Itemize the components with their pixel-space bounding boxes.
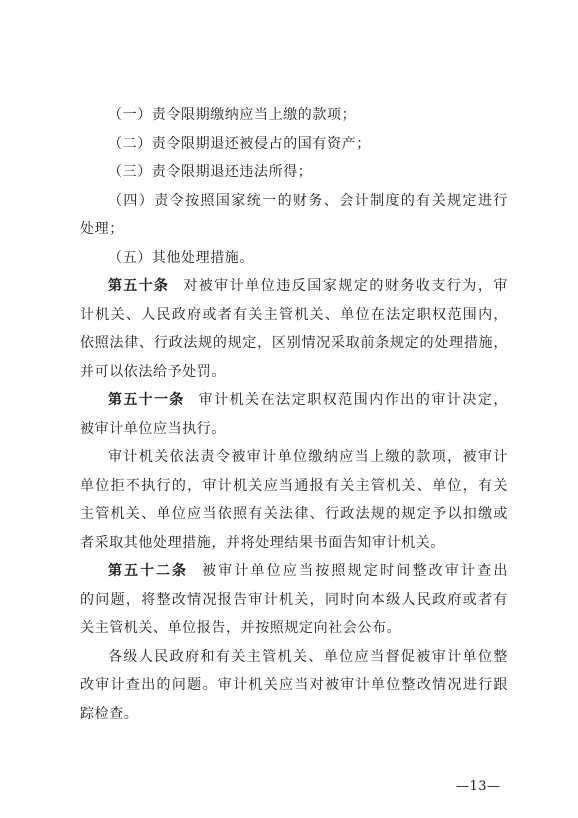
article-52-para2-line-2: 改审计查出的问题。审计机关应当对被审计单位整改情况进行跟 — [80, 677, 508, 693]
article-51-text-1: 审计机关在法定职权范围内作出的审计决定， — [198, 392, 509, 408]
article-51-para2-line-2: 单位拒不执行的，审计机关应当通报有关主管机关、单位，有关 — [80, 477, 508, 494]
list-item-3: （三）责令限期退还违法所得； — [108, 164, 313, 180]
page-number: —13— — [456, 779, 501, 794]
article-52-line-3: 关主管机关、单位报告，并按照规定向社会公布。 — [80, 620, 402, 636]
article-52-line-1 — [80, 557, 508, 586]
document-body — [80, 101, 508, 728]
article-52-para2-line-1: 各级人民政府和有关主管机关、单位应当督促被审计单位整 — [108, 648, 508, 665]
list-item-1: （一）责令限期缴纳应当上缴的款项； — [108, 107, 357, 123]
article-51-line-1 — [80, 386, 508, 415]
article-52-line-2: 的问题，将整改情况报告审计机关，同时向本级人民政府或者有 — [80, 591, 508, 608]
list-item-4-continuation: 处理； — [80, 221, 124, 237]
list-item-5: （五）其他处理措施。 — [108, 249, 254, 266]
list-item-4: （四）责令按照国家统一的财务、会计制度的有关规定进行 — [108, 192, 508, 209]
article-51-para2-line-1: 审计机关依法责令被审计单位缴纳应当上缴的款项，被审计 — [108, 449, 508, 465]
article-50-line-3: 依照法律、行政法规的规定，区别情况采取前条规定的处理措施， — [80, 335, 508, 351]
article-51-heading: 第五十一条 — [108, 392, 185, 408]
article-51-para2-line-3: 主管机关、单位应当依照有关法律、行政法规的规定予以扣缴或 — [80, 506, 508, 522]
article-50-text-1: 对被审计单位违反国家规定的财务收支行为，审 — [183, 278, 508, 294]
article-51-para2-line-4: 者采取其他处理措施，并将处理结果书面告知审计机关。 — [80, 534, 445, 551]
article-50-line-4: 并可以依法给予处罚。 — [80, 363, 226, 380]
article-50-line-2: 计机关、人民政府或者有关主管机关、单位在法定职权范围内， — [80, 306, 508, 323]
article-52-text-1: 被审计单位应当按照规定时间整改审计查出 — [201, 563, 509, 579]
article-52-heading: 第五十二条 — [108, 563, 188, 579]
article-52-para2-line-3: 踪检查。 — [80, 705, 139, 722]
list-item-2: （二）责令限期退还被侵占的国有资产； — [108, 135, 371, 152]
article-50-line-1 — [80, 272, 508, 301]
article-50-heading: 第五十条 — [108, 278, 170, 294]
article-51-line-2: 被审计单位应当执行。 — [80, 420, 226, 437]
